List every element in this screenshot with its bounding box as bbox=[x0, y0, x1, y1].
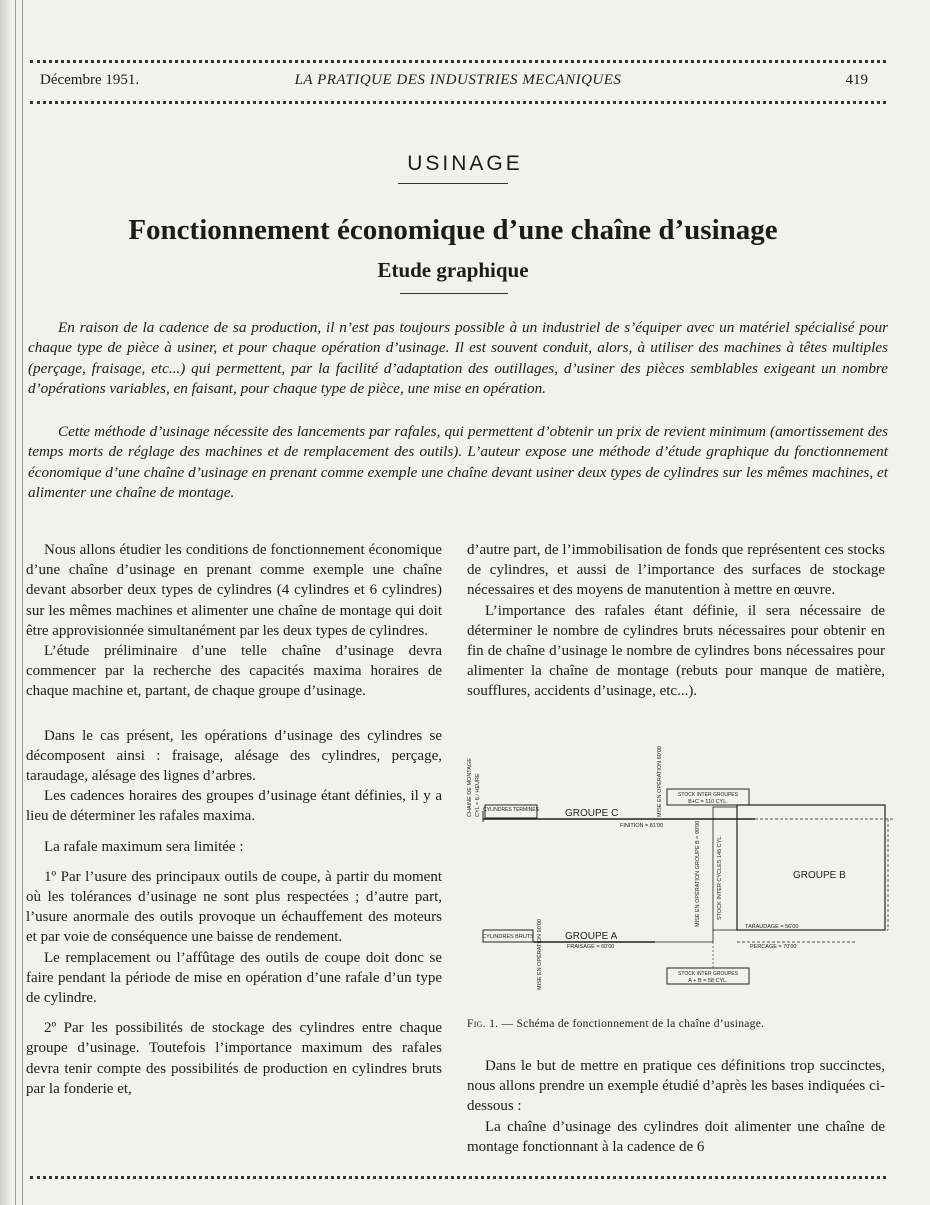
header-dotted-rule bbox=[30, 60, 886, 63]
groupe-a-label: GROUPE A bbox=[565, 931, 618, 942]
diagram-label: CYLINDRES BRUTS bbox=[482, 934, 534, 940]
binding-line bbox=[15, 0, 16, 1205]
diagram-label: MISE EN OPÉRATION 60'00 bbox=[657, 746, 663, 817]
body-paragraph: Nous allons étudier les conditions de fonctionnement économique d’une chaîne d’usinage en prenant comme exemple une chaîne devant absorber deux types de cylindres (4 cylindres et 6 cylindres) sur les mêmes machines et alimenter une chaîne de montage qui doit être approvisionnée simultanément par les deux types de cylindres. bbox=[26, 542, 442, 639]
article-title: Fonctionnement économique d’une chaîne d’usinage bbox=[128, 214, 778, 246]
running-head bbox=[30, 72, 886, 92]
body-paragraph: Le remplacement ou l’affûtage des outils de coupe doit donc se faire pendant la période de mise en opération d’une rafale d’un type de cylindre. bbox=[26, 949, 442, 1007]
machining-line-diagram bbox=[455, 745, 895, 990]
body-paragraph: d’autre part, de l’immobilisation de fonds que représentent ces stocks de cylindres, et aussi de l’importance des surfaces de stockage nécessaires et des moyens de manutention à mettre en œuvre. bbox=[467, 542, 885, 599]
diagram-label: TARAUDAGE = 56'00 bbox=[745, 924, 799, 930]
diagram-label: MISE EN OPÉRATION GROUPE B = 90'00 bbox=[695, 820, 701, 927]
abstract bbox=[28, 422, 888, 503]
header-dotted-rule bbox=[30, 101, 886, 104]
groupe-c-label: GROUPE C bbox=[565, 808, 619, 819]
figure-label: Fig. 1. bbox=[467, 1018, 499, 1030]
diagram-label: STOCK INTER GROUPES bbox=[678, 971, 738, 977]
diagram-label: PERCAGE = 70'00 bbox=[750, 944, 797, 950]
body-paragraph: L’importance des rafales étant définie, il sera nécessaire de déterminer le nombre de cylindres bruts nécessaires pour obtenir en fin de chaîne d’usinage le nombre de cylindres bons nécessaires pour alimenter la chaîne de montage (rebuts pour manque de matière, soufflures, accidents d’usinage, etc...). bbox=[467, 602, 885, 700]
section-rule bbox=[398, 183, 508, 184]
groupe-b-box bbox=[737, 805, 885, 930]
page-number: 419 bbox=[845, 72, 868, 88]
body-right-column-continued bbox=[467, 1056, 885, 1157]
diagram-label: CYL = 6 / HEURE bbox=[475, 773, 481, 817]
abstract-paragraph: En raison de la cadence de sa production, il n’est pas toujours possible à un industriel de s’équiper avec un matériel spécialisé pour chaque type de pièce à usiner, et pour chaque opération d’usinage. Il est souvent conduit, alors, à utiliser des machines à têtes multiples (perçage, fraisage, etc...) qui permettent, par la facilité d’adaptation des outillages, d’usiner des pièces semblables exigeant un nombre d’opérations variables, en faisant, pour chaque type de pièce, une mise en opération. bbox=[28, 319, 888, 397]
title-rule bbox=[400, 293, 508, 294]
issue-date: Décembre 1951. bbox=[40, 72, 140, 88]
section-heading: USINAGE bbox=[407, 152, 523, 175]
diagram-label: A + B = 58 CYL. bbox=[688, 978, 728, 984]
diagram-label: CYLINDRES TERMINÉS bbox=[483, 807, 539, 813]
footer-dotted-rule bbox=[30, 1176, 886, 1179]
diagram-label: STOCK INTER CYCLES 145 CYL. bbox=[717, 835, 723, 920]
journal-title: LA PRATIQUE DES INDUSTRIES MECANIQUES bbox=[294, 72, 622, 88]
page-binding-edge bbox=[0, 0, 14, 1205]
diagram-label: FRAISAGE = 60'00 bbox=[567, 944, 615, 950]
body-left-column bbox=[26, 540, 442, 1099]
binding-line bbox=[22, 0, 23, 1205]
diagram-label: MISE EN OPÉRATION 90'00 bbox=[537, 919, 543, 990]
body-paragraph: La rafale maximum sera limitée : bbox=[44, 838, 244, 855]
diagram-label: B+C = 110 CYL. bbox=[688, 799, 728, 805]
figure-caption-text: — Schéma de fonctionnement de la chaîne d’usinage. bbox=[501, 1018, 765, 1030]
body-paragraph: 2º Par les possibilités de stockage des cylindres entre chaque groupe d’usinage. Toutefois l’importance maximum des rafales devra tenir compte des possibilités de production en cylindres bruts par la fonderie et, bbox=[26, 1020, 442, 1097]
figure-caption bbox=[467, 1018, 885, 1030]
body-paragraph: Dans le but de mettre en pratique ces définitions trop succinctes, nous allons prendre un exemple étudié d’après les bases indiquées ci-dessous : bbox=[467, 1058, 885, 1115]
body-paragraph: L’étude préliminaire d’une telle chaîne d’usinage devra commencer par la recherche des capacités maxima horaires de chaque machine et, partant, de chaque groupe d’usinage. bbox=[26, 643, 442, 700]
diagram-label: STOCK INTER GROUPES bbox=[678, 792, 738, 798]
body-paragraph: Les cadences horaires des groupes d’usinage étant définies, il y a lieu de déterminer les rafales maxima. bbox=[26, 788, 442, 825]
groupe-b-label: GROUPE B bbox=[793, 870, 846, 881]
abstract bbox=[28, 318, 888, 399]
diagram-label: FINITION = 81'00 bbox=[620, 823, 664, 829]
abstract-paragraph: Cette méthode d’usinage nécessite des lancements par rafales, qui permettent d’obtenir un prix de revient minimum (amortissement des temps morts de réglage des machines et de remplacement des outils). L’auteur expose une méthode d’étude graphique du fonctionnement économique d’une chaîne d’usinage en prenant comme exemple une chaîne devant usiner deux types de cylindres sur les mêmes machines, et alimenter une chaîne de montage. bbox=[28, 423, 888, 501]
body-paragraph: La chaîne d’usinage des cylindres doit alimenter une chaîne de montage fonctionnant à la cadence de 6 bbox=[467, 1118, 885, 1155]
body-paragraph: 1º Par l’usure des principaux outils de coupe, à partir du moment où les tolérances d’usinage ne sont plus respectées ; d’autre part, l’usure anormale des outils provoque un échauffement des moteurs et par voie de conséquence une baisse de rendement. bbox=[26, 868, 442, 946]
article-subtitle: Etude graphique bbox=[377, 258, 529, 282]
body-paragraph: Dans le cas présent, les opérations d’usinage des cylindres se décomposent ainsi : fraisage, alésage des cylindres, perçage, taraudage, alésage des lignes d’arbres. bbox=[26, 727, 442, 785]
diagram-label: CHAINE DE MONTAGE bbox=[467, 758, 473, 817]
body-right-column bbox=[467, 540, 885, 702]
